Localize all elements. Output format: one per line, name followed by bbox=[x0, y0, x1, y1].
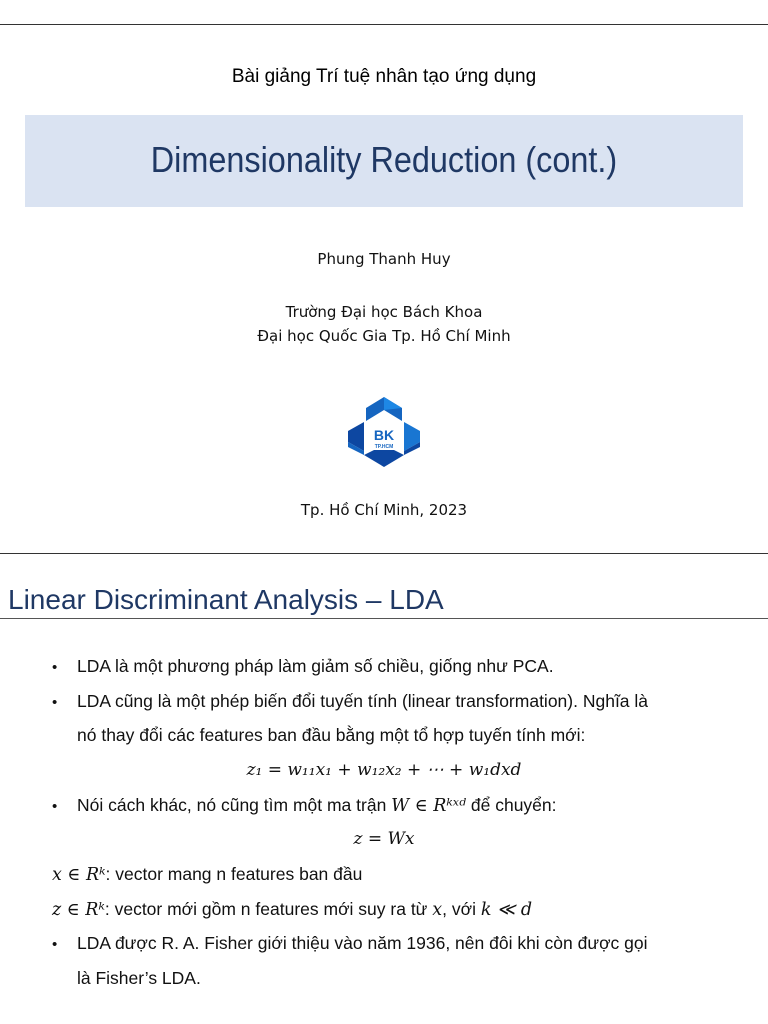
logo-text: BK bbox=[373, 427, 395, 443]
formula-linear-combination: z₁ = w₁₁x₁ + w₁₂x₂ + ⋯ + w₁dxd bbox=[246, 760, 522, 780]
bullet-marker: • bbox=[52, 659, 58, 676]
bullet-3-text: Nói cách khác, nó cũng tìm một ma trận bbox=[77, 795, 392, 815]
formula-transform: z = Wx bbox=[353, 829, 415, 849]
definition-x-text: : vector mang n features ban đầu bbox=[105, 864, 363, 884]
bullet-3 bbox=[77, 795, 737, 816]
bullet-marker: • bbox=[52, 694, 58, 711]
definition-z-text: : vector mới gồm n features mới suy ra từ bbox=[104, 899, 433, 919]
bk-logo-icon bbox=[344, 395, 424, 471]
bullet-4-line-2: là Fisher’s LDA. bbox=[77, 968, 201, 988]
title-band bbox=[25, 115, 743, 207]
bullet-2-line-1: LDA cũng là một phép biến đổi tuyến tính (linear transformation). Nghĩa là bbox=[77, 691, 649, 711]
k-condition: k ≪ d bbox=[480, 900, 533, 920]
slide-divider bbox=[0, 553, 768, 554]
slide-title: Dimensionality Reduction (cont.) bbox=[150, 139, 618, 180]
bullet-marker: • bbox=[52, 798, 58, 815]
course-name: Bài giảng Trí tuệ nhân tạo ứng dụng bbox=[231, 66, 537, 87]
bullet-4-line-1: LDA được R. A. Fisher giới thiệu vào năm 1936, nên đôi khi còn được gọi bbox=[77, 933, 648, 953]
x-symbol: x ∈ Rᵏ bbox=[52, 865, 106, 885]
x-inline: x bbox=[432, 900, 443, 920]
z-symbol: z ∈ Rᵏ bbox=[52, 900, 105, 920]
bullet-1: LDA là một phương pháp làm giảm số chiều, giống như PCA. bbox=[77, 656, 554, 676]
title-underline bbox=[0, 618, 768, 619]
school-name: Trường Đại học Bách Khoa bbox=[285, 303, 483, 321]
author-name: Phung Thanh Huy bbox=[317, 250, 451, 268]
bullet-3-text-end: để chuyển: bbox=[466, 795, 557, 815]
definition-z bbox=[52, 899, 532, 920]
slide2-title: Linear Discriminant Analysis – LDA bbox=[8, 584, 444, 615]
bullet-marker: • bbox=[52, 936, 58, 953]
place-date: Tp. Hồ Chí Minh, 2023 bbox=[300, 501, 468, 519]
matrix-expression: W ∈ Rᵏˣᵈ bbox=[391, 796, 467, 816]
definition-x bbox=[52, 864, 362, 885]
university-name: Đại học Quốc Gia Tp. Hồ Chí Minh bbox=[257, 327, 511, 345]
definition-z-text-2: , với bbox=[442, 899, 481, 919]
top-divider bbox=[0, 24, 768, 25]
bullet-2-line-2: nó thay đổi các features ban đầu bằng một tổ hợp tuyến tính mới: bbox=[77, 725, 586, 745]
logo-subtext: TP.HCM bbox=[374, 444, 394, 450]
